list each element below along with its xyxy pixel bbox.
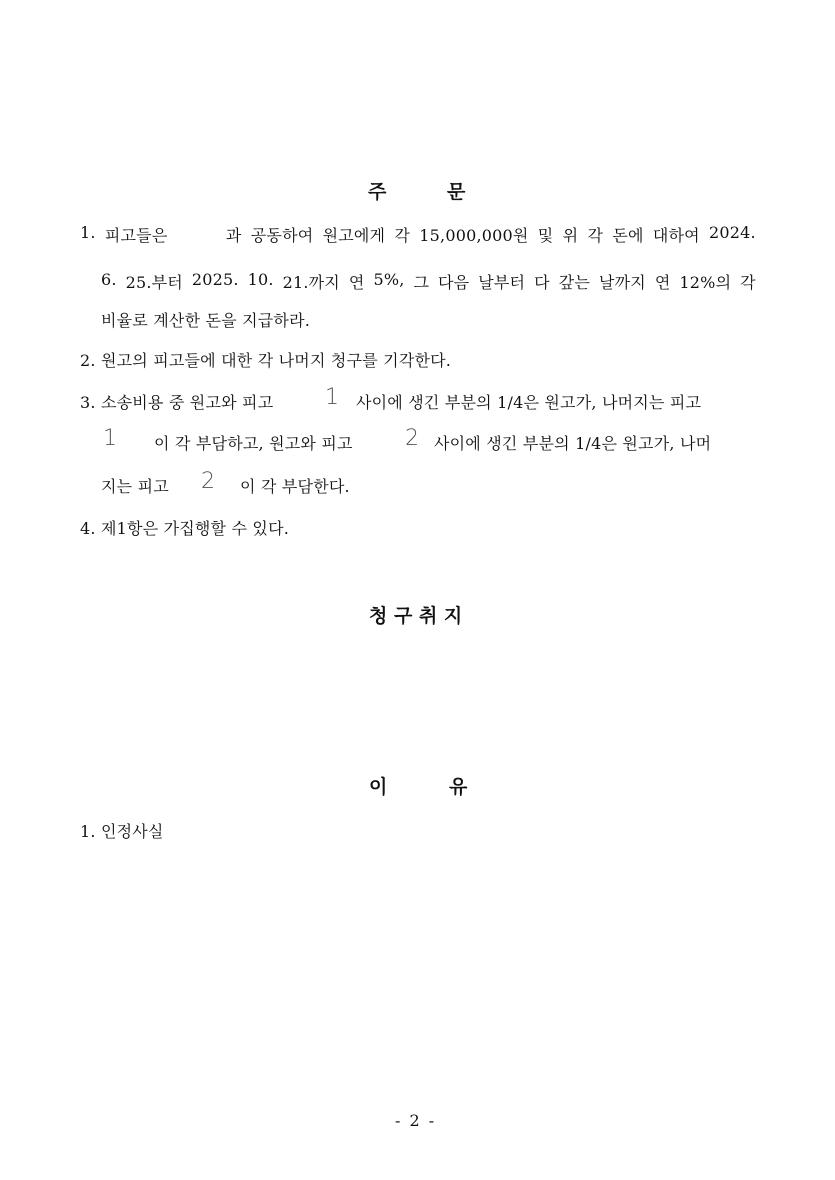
- word: 다음: [438, 273, 470, 292]
- word: 날부터: [478, 273, 526, 292]
- order-item3-line3-after: 이 각 부담한다.: [240, 477, 350, 496]
- heading-cheonggu-chwiji: 청 구 취 지: [369, 605, 463, 627]
- word: 2024.: [709, 223, 756, 242]
- word: 15,000,000원: [419, 226, 529, 245]
- word: 연: [654, 273, 671, 292]
- heading-iyu-char2: 유: [449, 776, 468, 798]
- word: 및: [537, 226, 554, 245]
- order-item3-line3-before: 지는 피고: [101, 477, 169, 496]
- reasons-item1: 1. 인정사실: [80, 822, 164, 841]
- word: 각: [740, 273, 756, 292]
- order-item2: 2. 원고의 피고들에 대한 각 나머지 청구를 기각한다.: [80, 351, 452, 370]
- word: 6.: [101, 270, 117, 289]
- word: 12%의: [679, 273, 732, 292]
- word: 연: [348, 273, 365, 292]
- page-number: - 2 -: [395, 1111, 437, 1130]
- word: 공동하여: [250, 226, 314, 245]
- redacted-defendant-1: 1: [325, 385, 339, 410]
- word: 원고에게: [322, 226, 386, 245]
- word: 날까지: [598, 273, 646, 292]
- word: 피고들은: [104, 226, 168, 245]
- heading-iyu-char1: 이: [369, 776, 388, 798]
- word: 25.부터: [125, 273, 183, 292]
- word: 각: [394, 226, 411, 245]
- heading-jumun-char2: 문: [447, 181, 466, 203]
- redacted-defendant-2: 2: [405, 426, 419, 451]
- word: 다: [534, 273, 550, 292]
- word: 대하여: [652, 226, 700, 245]
- word: 10.: [247, 270, 274, 289]
- word: 5%,: [373, 270, 405, 289]
- word: 위: [562, 226, 579, 245]
- order-item3-line1-before: 3. 소송비용 중 원고와 피고: [80, 393, 274, 412]
- redacted-defendant-1: 1: [103, 426, 117, 451]
- item-number: 1.: [80, 223, 96, 242]
- word: 과: [225, 226, 242, 245]
- order-item3-line1-after: 사이에 생긴 부분의 1/4은 원고가, 나머지는 피고: [356, 393, 702, 412]
- word: 각: [587, 226, 604, 245]
- redacted-defendant-2: 2: [201, 469, 215, 494]
- word: 갚는: [558, 273, 591, 292]
- order-item1-line3: 비율로 계산한 돈을 지급하라.: [101, 311, 311, 330]
- redacted-name: [177, 223, 217, 246]
- order-item1-line1: [80, 223, 756, 246]
- word: 그: [413, 273, 430, 292]
- order-item3-line2-after: 사이에 생긴 부분의 1/4은 원고가, 나머: [434, 434, 712, 453]
- order-item1-line2: [101, 270, 756, 293]
- word: 돈에: [612, 226, 644, 245]
- word: 2025.: [191, 270, 239, 289]
- heading-jumun-char1: 주: [368, 181, 387, 203]
- order-item4: 4. 제1항은 가집행할 수 있다.: [80, 519, 290, 538]
- word: 21.까지: [282, 273, 340, 292]
- order-item3-line2-middle: 이 각 부담하고, 원고와 피고: [154, 434, 353, 453]
